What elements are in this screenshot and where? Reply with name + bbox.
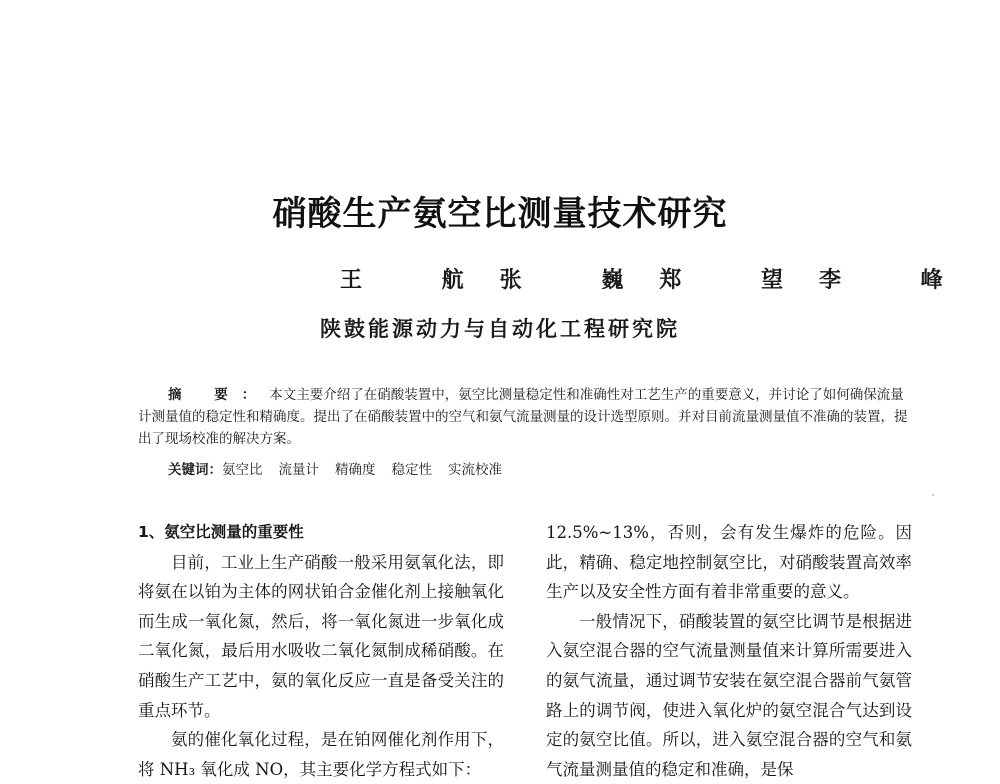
keywords-label: 关键词： [168,462,222,478]
author-name: 张 巍 [499,267,660,293]
keyword: 稳定性 [391,462,432,478]
keywords [168,458,518,478]
abstract [138,384,908,450]
author-name: 李 峰 [819,267,979,293]
abstract-label: 摘 要： [168,387,270,403]
body-paragraph: 一般情况下，硝酸装置的氨空比调节是根据进入氨空混合器的空气流量测量值来计算所需要进入的氨气流量，通过调节安装在氨空混合器前气氨管路上的调节阀，使进入氧化炉的氨空混合气达到设定的氨空比值。所以，进入氨空混合器的空气和氨气流量测量值的稳定和准确，是保 [546,611,912,779]
keyword: 精确度 [335,462,376,478]
body-paragraph: 目前，工业上生产硝酸一般采用氨氧化法，即将氨在以铂为主体的网状铂合金催化剂上接触氧化而生成一氧化氮，然后，将一氧化氮进一步氧化成二氧化氮，最后用水吸收二氧化氮制成稀硝酸。在硝酸生产工艺中，氨的氧化反应一直是备受关注的重点环节。 [138,552,504,720]
author-name: 郑 望 [659,267,820,293]
scan-speck [932,494,934,496]
abstract-text: 本文主要介绍了在硝酸装置中，氨空比测量稳定性和准确性对工艺生产的重要意义，并讨论了如何确保流量计测量值的稳定性和精确度。提出了在硝酸装置中的空气和氨气流量测量的设计选型原则。并对目前流量测量值不准确的装置，提出了现场校准的解决方案。 [138,387,908,447]
body-paragraph: 12.5%~13%，否则，会有发生爆炸的危险。因此，精确、稳定地控制氨空比，对硝酸装置高效率生产以及安全性方面有着非常重要的意义。 [546,523,912,602]
section-heading: 1、氨空比测量的重要性 [138,523,304,541]
body-column-left [138,518,504,784]
author-name: 王 航 [340,267,500,293]
body-paragraph: 氨的催化氧化过程，是在铂网催化剂作用下，将 NH₃ 氧化成 NO，其主要化学方程式如下： [138,730,504,779]
author-list [340,263,979,294]
paper-title: 硝酸生产氨空比测量技术研究 [272,194,728,234]
body-column-right [546,518,912,784]
keyword: 实流校准 [448,462,502,478]
keyword: 流量计 [278,462,319,478]
author-affiliation: 陕鼓能源动力与自动化工程研究院 [320,316,680,341]
keyword: 氨空比 [222,462,263,478]
